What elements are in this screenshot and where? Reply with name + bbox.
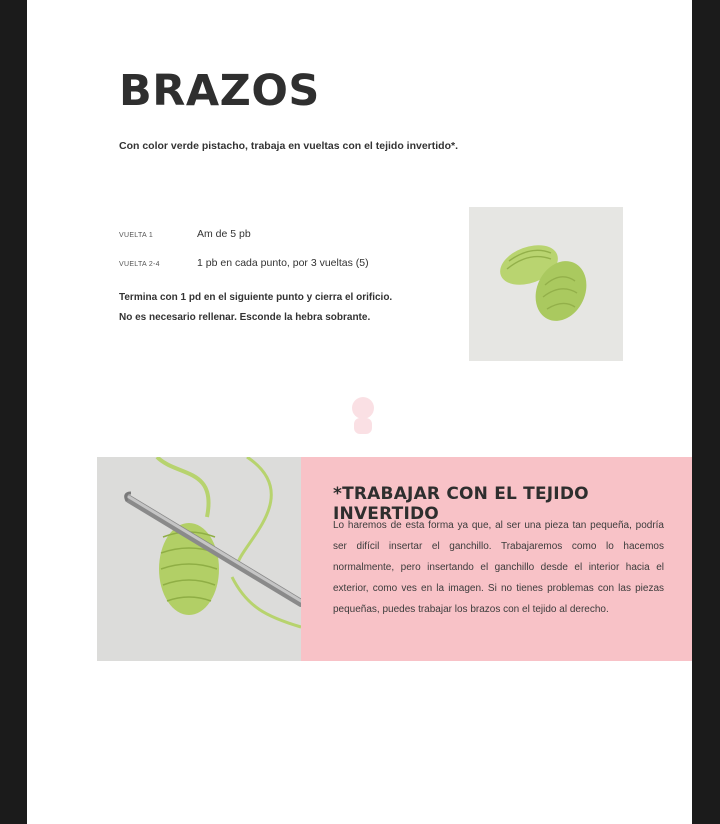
box-title: *TRABAJAR CON EL TEJIDO INVERTIDO: [333, 484, 589, 524]
round-1-label: VUELTA 1: [119, 232, 154, 239]
crochet-arms-photo: [469, 207, 623, 361]
finish-note: Termina con 1 pd en el siguiente punto y cierra el orificio. No es necesario rellenar. Esconde la hebra sobrante.: [119, 292, 393, 323]
page-title: BRAZOS: [119, 66, 320, 116]
round-2-4-text: 1 pb en cada punto, por 3 vueltas (5): [197, 257, 369, 269]
box-body: Lo haremos de esta forma ya que, al ser una pieza tan pequeña, podría ser difícil insertar el ganchillo. Trabajaremos como lo hacemos normalmente, pero insertando el ganchillo desde el interior hacia el exterior, como ves en la imagen. Si no tienes problemas con las piezas pequeñas, puedes trabajar los brazos con el tejido al derecho.: [333, 520, 664, 615]
inverted-stitch-photo: [97, 457, 301, 661]
subtitle: Con color verde pistacho, trabaja en vueltas con el tejido invertido*.: [119, 140, 458, 152]
round-1-text: Am de 5 pb: [197, 228, 251, 240]
watermark-logo: [343, 390, 383, 440]
inverted-stitch-box: [301, 457, 692, 661]
document-page: [27, 0, 692, 824]
round-2-4-label: VUELTA 2-4: [119, 261, 160, 268]
